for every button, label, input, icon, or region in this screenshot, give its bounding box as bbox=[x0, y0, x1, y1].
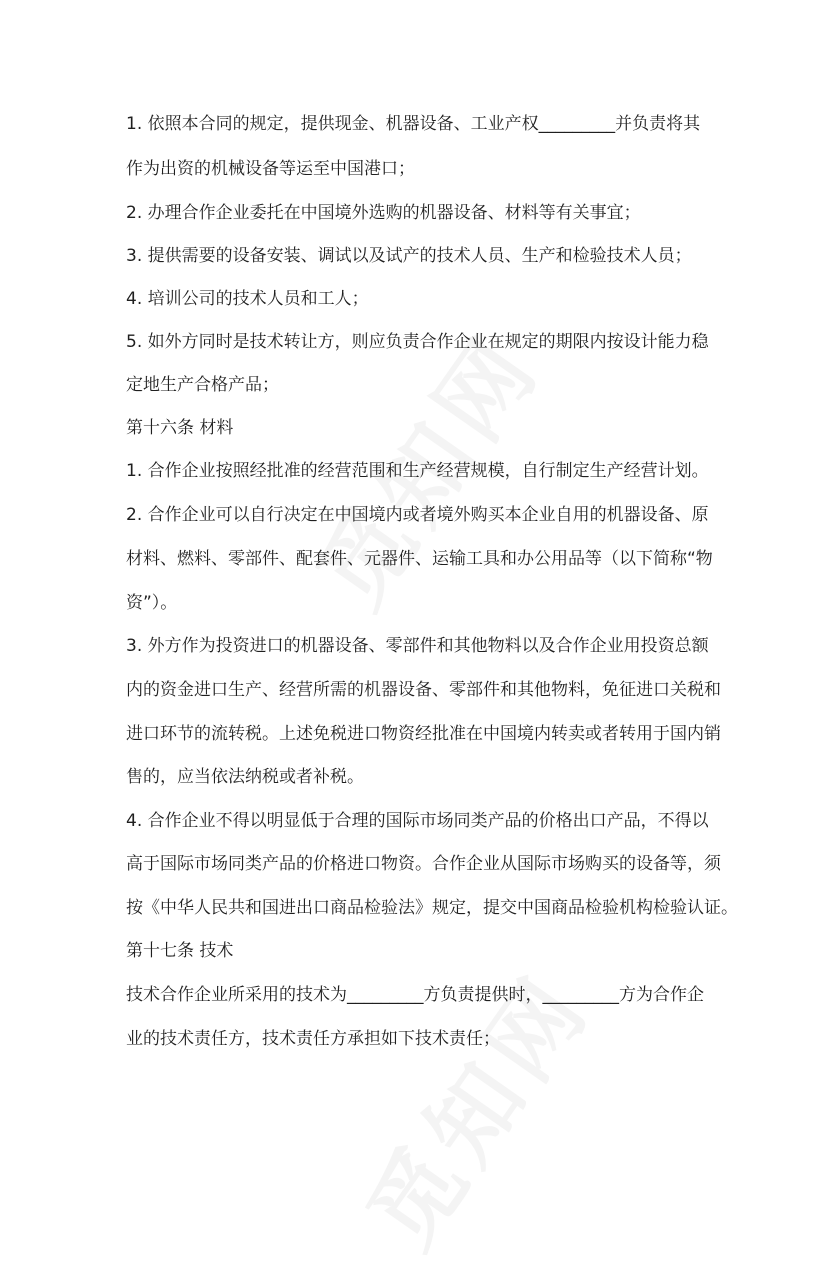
paragraph-line: 2. 合作企业可以自行决定在中国境内或者境外购买本企业自用的机器设备、原 bbox=[126, 505, 709, 525]
paragraph-line: 材料、燃料、零部件、配套件、元器件、运输工具和办公用品等（以下简称“物 bbox=[126, 549, 713, 569]
paragraph-line: 技术合作企业所采用的技术为_________方负责提供时，_________方为合作企 bbox=[126, 985, 704, 1005]
paragraph-line: 1. 合作企业按照经批准的经营范围和生产经营规模，自行制定生产经营计划。 bbox=[126, 461, 709, 481]
paragraph-line: 资”）。 bbox=[126, 593, 178, 613]
section-heading: 第十七条 技术 bbox=[126, 941, 234, 961]
section-heading: 第十六条 材料 bbox=[126, 418, 234, 438]
paragraph-line: 4. 培训公司的技术人员和工人； bbox=[126, 289, 369, 309]
paragraph-line: 3. 提供需要的设备安装、调试以及试产的技术人员、生产和检验技术人员； bbox=[126, 246, 692, 266]
paragraph-line: 业的技术责任方，技术责任方承担如下技术责任； bbox=[126, 1029, 500, 1049]
paragraph-line: 3. 外方作为投资进口的机器设备、零部件和其他物料以及合作企业用投资总额 bbox=[126, 636, 709, 656]
paragraph-line: 内的资金进口生产、经营所需的机器设备、零部件和其他物料，免征进口关税和 bbox=[126, 680, 721, 700]
paragraph-line: 售的，应当依法纳税或者补税。 bbox=[126, 767, 364, 787]
paragraph-line: 5. 如外方同时是技术转让方，则应负责合作企业在规定的期限内按设计能力稳 bbox=[126, 332, 709, 352]
paragraph-line: 4. 合作企业不得以明显低于合理的国际市场同类产品的价格出口产品，不得以 bbox=[126, 811, 709, 831]
paragraph-line: 进口环节的流转税。上述免税进口物资经批准在中国境内转卖或者转用于国内销 bbox=[126, 724, 721, 744]
paragraph-line: 作为出资的机械设备等运至中国港口； bbox=[126, 159, 415, 179]
paragraph-line: 定地生产合格产品； bbox=[126, 375, 279, 395]
paragraph-line: 高于国际市场同类产品的价格进口物资。合作企业从国际市场购买的设备等，须 bbox=[126, 854, 721, 874]
paragraph-line: 按《中华人民共和国进出口商品检验法》规定，提交中国商品检验机构检验认证。 bbox=[126, 898, 738, 918]
paragraph-line: 2. 办理合作企业委托在中国境外选购的机器设备、材料等有关事宜； bbox=[126, 203, 641, 223]
paragraph-line: 1. 依照本合同的规定，提供现金、机器设备、工业产权_________并负责将其 bbox=[126, 114, 701, 134]
